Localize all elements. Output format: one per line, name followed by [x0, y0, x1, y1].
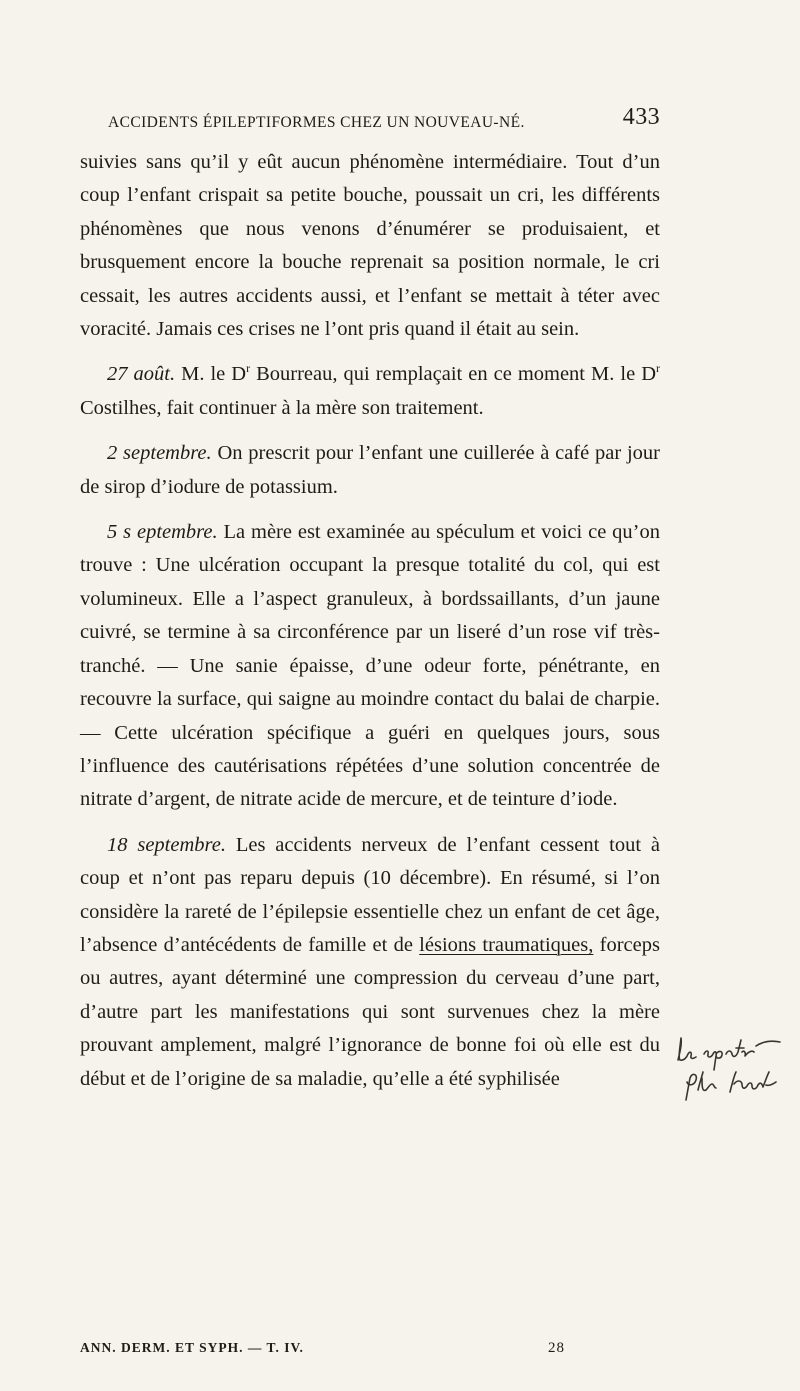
- paragraph-text: On prescrit pour l’enfant une cuillerée à café par jour de sirop d’iodure de potassium.: [80, 442, 661, 498]
- paragraph-text: Costilhes, fait continuer à la mère son traitement.: [80, 396, 484, 419]
- signature-mark: 28: [548, 1340, 565, 1356]
- entry-date: 27 août.: [107, 363, 176, 386]
- paragraph-2-septembre: [80, 437, 660, 504]
- paragraph-text: Bourreau, qui remplaçait en ce moment M. le D: [250, 363, 656, 386]
- running-title: ACCIDENTS ÉPILEPTIFORMES CHEZ UN NOUVEAU-NÉ.: [108, 114, 525, 131]
- paragraph-continuation: [80, 146, 660, 346]
- paragraph-text: forceps ou autres, ayant déterminé une compression du cerveau d’une part, d’autre part les manifestations qui sont survenues chez la mère prouvant amplement, malgré l’ignorance de bonne foi où elle est du début et de l’origine de sa maladie, qu’elle a été syphilisée: [80, 933, 660, 1090]
- note-text-hidden: [672, 1030, 677, 1031]
- superscript: r: [656, 361, 660, 376]
- underlined-phrase: lésions traumatiques,: [419, 933, 594, 956]
- paragraph-5-septembre: [80, 516, 660, 817]
- paragraph-text: Les accidents nerveux de l’enfant cessent tout à coup et n’ont pas reparu depuis (10 décembre). En résumé, si l’on considère la rareté de l’épilepsie essentielle chez un enfant de cet âge, l’absence d’antécédents de famille et de: [80, 833, 660, 956]
- entry-date: 5 s eptembre.: [107, 521, 218, 544]
- superscript: r: [246, 361, 251, 376]
- paragraph-27-aout: [80, 358, 660, 425]
- handwritten-margin-note: [672, 1030, 798, 1110]
- running-header: [108, 104, 660, 138]
- paragraph-text: M. le D: [175, 363, 247, 386]
- page-footer: [80, 1340, 660, 1364]
- page-number: 433: [622, 104, 660, 130]
- paragraph-text: La mère est examinée au spéculum et voici ce qu’on trouve : Une ulcération occupant la presque totalité du col, qui est volumineux. Elle a l’aspect granuleux, à bordssaillants, d’un jaune cuivré, se termine à sa circonférence par un liseré d’un rose vif très-tranché. — Une sanie épaisse, d’une odeur forte, pénétrante, en recouvre la surface, qui saigne au moindre contact du balai de charpie. — Cette ulcération spécifique a guéri en quelques jours, sous l’influence des cautérisations répétées d’une solution concentrée de nitrate d’argent, de nitrate acide de mercure, et de teinture d’iode.: [80, 521, 660, 811]
- paragraph-18-septembre: [80, 829, 660, 1096]
- paragraph-text: suivies sans qu’il y eût aucun phénomène intermédiaire. Tout d’un coup l’enfant crispait sa petite bouche, poussait un cri, les différents phénomènes que nous venons d’énumérer se produisaient, et brusquement encore la bouche reprenait sa position normale, le cri cessait, les autres accidents aussi, et l’enfant se mettait à téter avec voracité. Jamais ces crises ne l’ont pris quand il était au sein.: [80, 151, 660, 341]
- journal-reference: ANN. DERM. ET SYPH. — T. IV.: [80, 1340, 304, 1355]
- main-text: [80, 146, 660, 1096]
- entry-date: 18 septembre.: [107, 833, 226, 856]
- entry-date: 2 septembre.: [107, 442, 212, 465]
